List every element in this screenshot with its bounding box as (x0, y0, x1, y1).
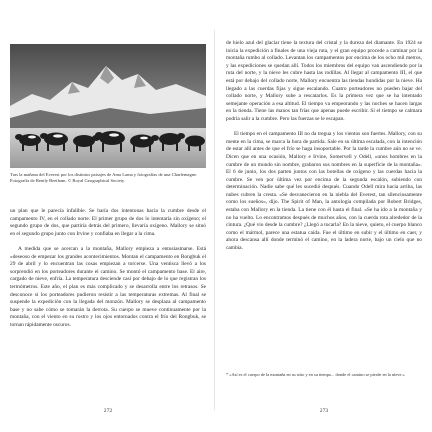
paragraph: El tiempo en el campamento III no da tregua y los vientos son fuertes. Mallory, con su mente en la cima, se marca la hora de partida. Sale en su última escalada, con la intención de estar allí antes de que el frío se haga insoportable. Por la tarde la cumbre aún no se ve. Dicen que en una ocasión, Mallory e Irvine, Somervell y Odell, «unos hombres en la cumbre de un mundo sin nombre, grabaron sus nombres en la superficie de la montaña». El 6 de junio, los dos parten juntos con las botellas de oxígeno y las cuerdas hacia la cumbre. Se ven por última vez por encima de la segunda escalón, subiendo con determinación. Nadie sabe qué les sucedió después. Cuando Odell mira hacia arriba, las nubes cubren la cresta. «Se desvanecieron en la niebla del Everest, tan silenciosamente como los sueños», dijo. The Spirit of Man, la antología compilada por Robert Bridges, estaba con Mallory en la tienda. La tiene con él hasta el final. «Se ha ido a la montaña y no ha vuelto. Lo encontramos después de muchos años, con la cuerda rota alrededor de la cintura. ¿Qué vio desde la cumbre? ¿Llegó a tocarla? En la nieve, quieto, el cuerpo blanco como el mármol, parece una estatua caída. Fue el último en subir y el último en caer, y ahora descansa allí donde terminó el camino, en la ladera norte, bajo un cielo que no cambia. (226, 131, 422, 252)
paragraph: A medida que se acercan a la montaña, Mallory empieza a entusiasmarse. Está «deseoso de empezar los grandes acontecimientos. Montan el campamento en Rongbuk el 29 de abril y lo encuentran las cosas empiezan a torcerse. Una ventisca llevó a los sorprendió en los porteadores durante el camino. Se montó el campamento base. El aire, cargado de nieve, enfría. La temperatura desciende casi por debajo de lo que registran los termómetros. Este año, el plan es más complicado y se desarrolla entre los retrasos. Se desconoce si los porteadores pudieron resistir a las temperaturas extremas. Al final se suspende la expedición con la llegada del monzón. Mallory se desplaza al campamento base y no sabe cómo se tomarán la derrota. Su cuerpo se mueve continuamente por la montaña, con el viento en su rostro y los ojos entornados contra el frío del Rongbuk, se tornan rápidamente oscuros. (10, 245, 206, 328)
right-page (226, 38, 422, 414)
photo-caption: Tras la mañana del Everest por los distintos paisajes de Ama Lama y fotografías de una Charlemagne. Fotografía de Bently Beetham. © Royal Geographical Society. (10, 172, 198, 183)
right-body-text (226, 40, 422, 260)
page-number-left: 272 (103, 408, 113, 414)
paragraph: un plan que le parecía infalible. Se haría dos intentonas hacia la cumbre desde el campamento IV, en el collado norte. El primer grupo de dos lo intentaría sin oxígeno; el segundo grupo de dos, que partiría detrás del primero, llevaría oxígeno. Mallory se situó en el segundo grupo junto con Irvine y confiaba en llegar a la cima. (10, 208, 206, 237)
yak-caravan-photo (10, 44, 206, 168)
page-number-right: 273 (319, 408, 329, 414)
photo-graphic (10, 44, 206, 168)
left-page (10, 38, 206, 414)
footnote: * «Así es el cuerpo de la montaña en su sitio y en su tiempo... donde el camino se pierde en la nieve.» (226, 372, 405, 377)
left-body-text (10, 208, 206, 337)
book-gutter (214, 30, 215, 410)
paragraph: de hielo azul del glaciar tiene la textura del cristal y la dureza del diamante. En 1924 se inicia la expedición a finales de una vieja ruta, y el gran equipo procede a caminar por la montaña rumbo al collado. Levantan los campamentos por encima de los ocho mil metros, y las expediciones se quedan allí. Todos los miembros del equipo van ascendiendo por la ruta del norte, y la nieve les cubre hasta las rodillas. Al llegar al campamento III, el que está por debajo del collado norte, Mallory encuentra las tiendas hundidas por la nieve. Ha llegado a las cuerdas fijas y sigue escalando. Cuatro porteadores no pueden bajar del collado norte, y Mallory sube a rescatarlos. Es la primera vez que se ha intentado semejante operación a esa altitud. El tiempo va empeorando y las noches se hacen largas en la tienda. Tiene las manos tan frías que apenas puede escribir. Si el tiempo se calmara podría salir a la cumbre. Pero las fuerzas se le escapan. (226, 40, 422, 122)
